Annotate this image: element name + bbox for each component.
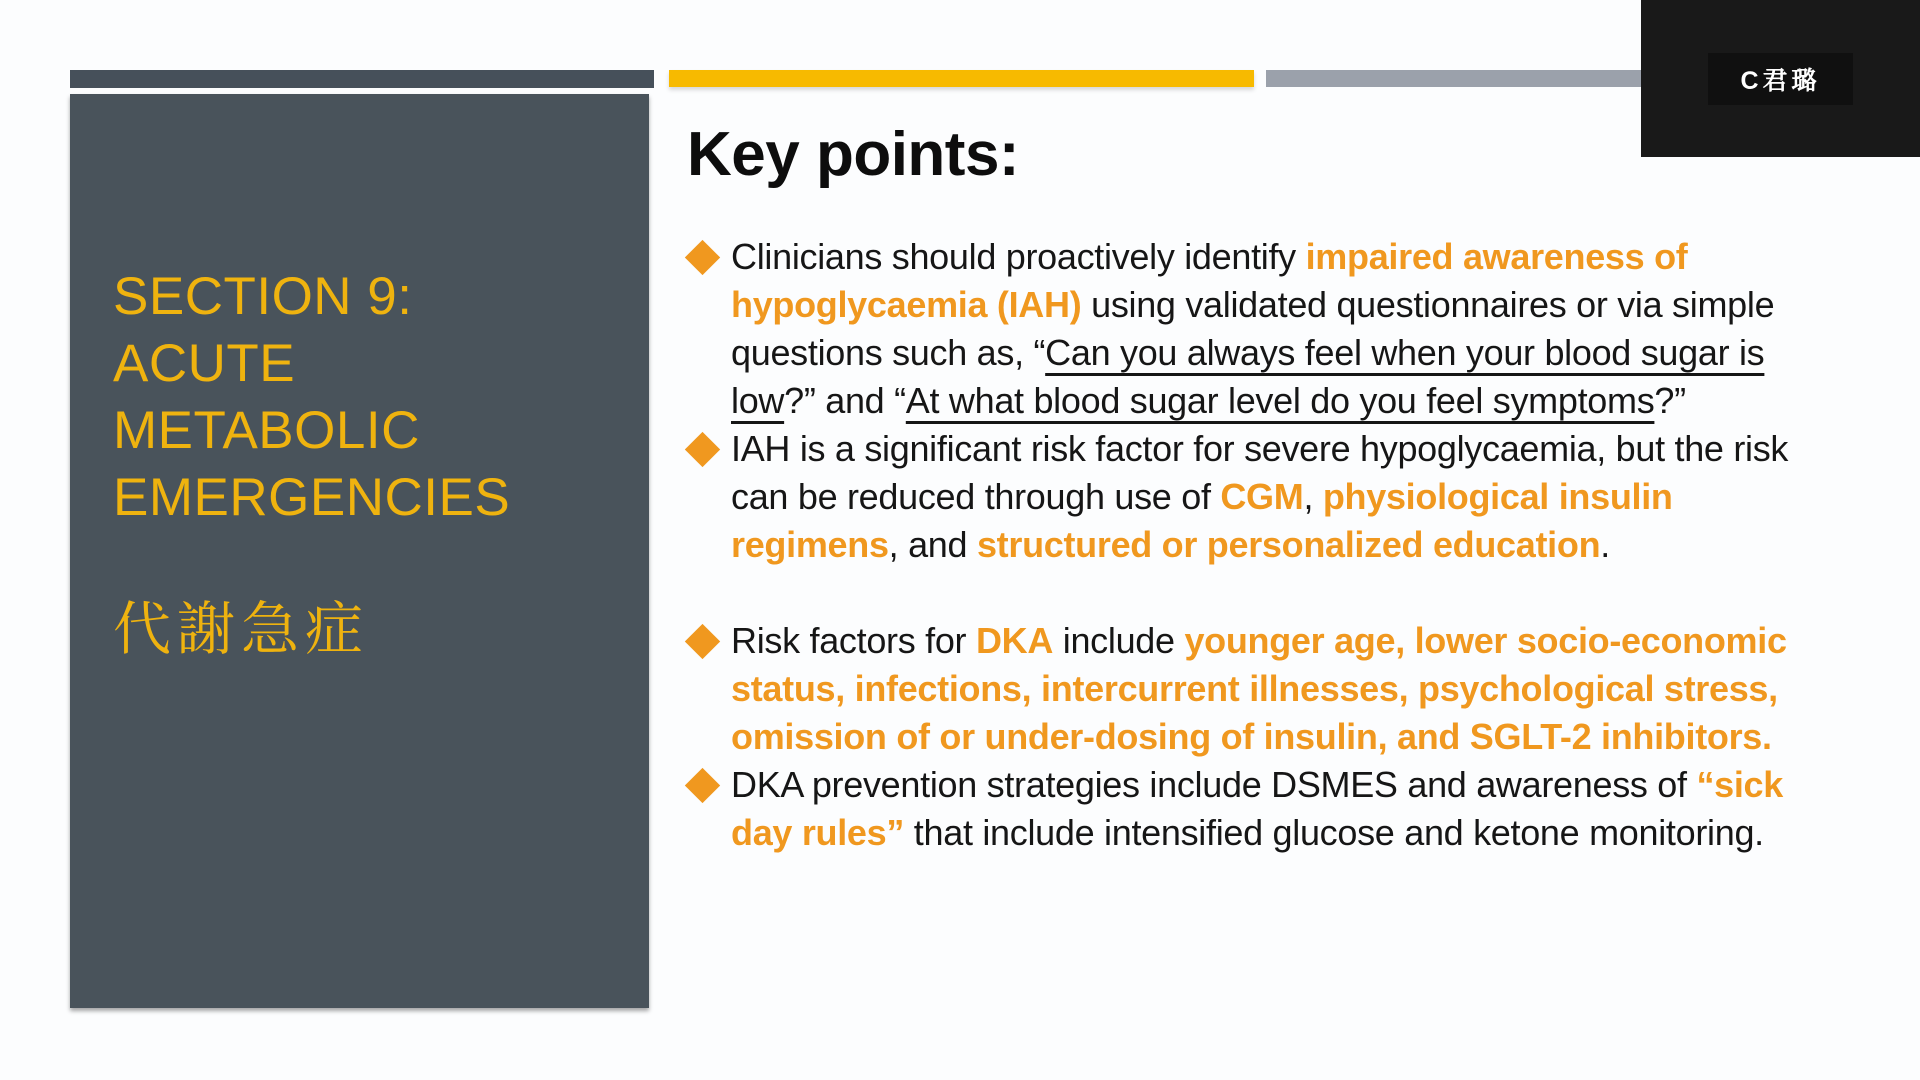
bullet-text (731, 233, 1810, 425)
text-segment: younger age, lower socio-economic status, infections, intercurrent illnesses, psychological stress, omission of or under-dosing of insulin, and SGLT-2 inhibitors. (731, 620, 1787, 757)
top-gray-accent-bar (1266, 70, 1646, 87)
bullet-text (731, 425, 1810, 569)
text-segment: . (1600, 524, 1610, 565)
section-title-line: METABOLIC (113, 401, 420, 460)
text-segment: ?” and “ (784, 380, 906, 421)
text-segment: At what blood sugar level do you feel symptoms (905, 380, 1655, 421)
diamond-bullet-icon (687, 617, 731, 654)
text-segment: Clinicians should proactively identify (731, 236, 1306, 277)
text-segment: include (1053, 620, 1185, 661)
participant-name-plate (1708, 53, 1852, 105)
text-segment: “sick day rules” (731, 764, 1784, 853)
bullet-item (687, 761, 1810, 857)
text-segment: IAH is a significant risk factor for severe hypoglycaemia, but the risk can be reduced through use of (731, 428, 1789, 517)
section-title-line: EMERGENCIES (113, 468, 511, 527)
page-title: Key points: (687, 120, 1020, 189)
text-segment: physiological insulin regimens (731, 476, 1673, 565)
section-title-panel (70, 94, 649, 1008)
top-left-accent-bar (70, 70, 654, 88)
text-segment: structured or personalized education (976, 524, 1601, 565)
section-title-chinese: 代謝急症 (113, 597, 370, 662)
diamond-bullet-icon (687, 425, 731, 462)
diamond-bullet-icon (687, 761, 731, 798)
text-segment: ?” (1654, 380, 1686, 421)
bullet-list (687, 233, 1810, 857)
bullet-text (731, 617, 1810, 761)
text-segment: Risk factors for (731, 620, 976, 661)
bullet-item (687, 617, 1810, 761)
text-segment: that include intensified glucose and ketone monitoring. (904, 812, 1764, 853)
text-segment: using validated questionnaires or via simple questions such as, “ (731, 284, 1775, 373)
text-segment: CGM (1220, 476, 1304, 517)
text-segment: Can you always feel when your blood sugar is low (731, 332, 1765, 421)
bullet-text (731, 761, 1810, 857)
text-segment: , and (888, 524, 977, 565)
top-yellow-accent-bar (669, 70, 1254, 87)
text-segment: , (1303, 476, 1323, 517)
diamond-bullet-icon (687, 233, 731, 270)
bullet-item (687, 233, 1810, 425)
text-segment: DKA (975, 620, 1054, 661)
section-title (113, 263, 621, 531)
participant-video-tile[interactable] (1641, 0, 1920, 157)
bullet-item (687, 425, 1810, 569)
participant-name: C君璐 (1740, 66, 1821, 95)
slide-body (687, 118, 1832, 857)
text-segment: impaired awareness of hypoglycaemia (IAH) (731, 236, 1688, 325)
section-title-line: ACUTE (113, 334, 296, 393)
section-title-line: SECTION 9: (113, 267, 413, 326)
text-segment: DKA prevention strategies include DSMES and awareness of (731, 764, 1697, 805)
